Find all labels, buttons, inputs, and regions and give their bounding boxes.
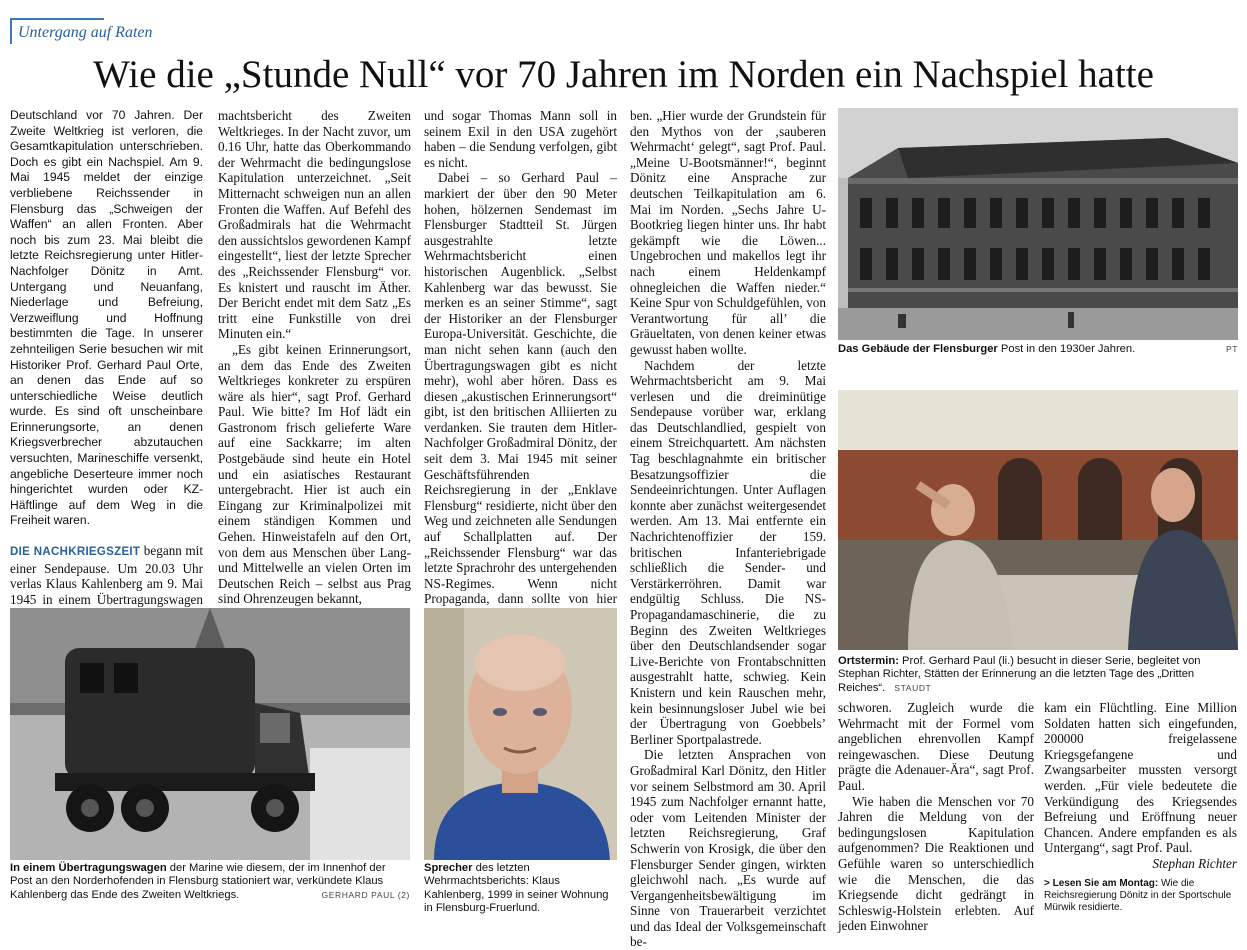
interview-caption: [838, 655, 1238, 695]
caption-text: Post in den 1930er Jahren.: [1000, 343, 1136, 355]
body-paragraph: Die letzten Ansprachen von Großadmiral Karl Dönitz, den Hitler vor seinem Selbstmord am 30. April 1945 zum Nachfolger ernannt hatte, oder vom Leitenden Minister der letzten Reichsregierung, Graf Schwerin von Krosigk, die über den Flensburger Sender gingen, wirkten gleichwohl nach. „Es wurde auf Vergangenheitsbewältigung im Sinne von Trauerarbeit verzichtet und das Ideal der Volksgemeinschaft be-: [630, 747, 826, 950]
body-paragraph: machtsbericht des Zweiten Weltkrieges. In der Nacht zuvor, um 0.16 Uhr, hatte das Oberkommando der Wehrmacht die bedingungslose Kapitulation unterzeichnet. „Seit Mitternacht schweigen nun an allen Fronten die Waffen. Auf Befehl des Großadmirals hat die Wehrmacht den aussichtslos gewordenen Kampf eingestellt“, liest der letzte Sprecher des „Reichssender Flensburg“ vor. Es knistert und rauscht im Äther. Der Bericht endet mit dem Satz „Es tritt eine Funkstille von drei Minuten ein.“: [218, 108, 412, 342]
subheading: DIE NACHKRIEGSZEIT: [10, 546, 141, 559]
body-paragraph: Dabei – so Gerhard Paul – markiert der über den 90 Meter hohen, hölzernen Sendemast im Flensburger Stadtteil St. Jürgen ausgestrahlte letzte Wehrmachtsbericht einen historischen Augenblick. „Selbst Kahlenberg war das bewusst. Sie merken es an seiner Stimme“, sagt der Historiker an der Flensburger Europa-Universität. Geschichte, die man nicht sehen kann (auch den Übertragungswagen gibt es nicht mehr), wohl aber hören. Dass es diesen „akustischen Erinnerungsort“ gibt, ist den britischen Alliierten zu verdanken. Sie trauten dem Hitler-Nachfolger Großadmiral Dönitz, der seit dem 3. Mai 1945 mit seiner Geschäftsführenden Reichsregierung in der „Enklave Flensburg“ residierte, nicht über den Weg und zeichneten alle Sendungen auf Schallplatten auf. Der „Reichssender Flensburg“ war das letzte Sprachrohr des untergehenden NS-Regimes. Wenn nicht Propaganda, dann sollte von hier: [424, 170, 617, 607]
truck-photo: [10, 608, 410, 860]
body-paragraph: Nachdem der letzte Wehrmachtsbericht am 9. Mai verlesen und die dreiminütige Sendepause vorüber war, erklang das Deutschlandlied, gespielt von einem Streichquartett. Am nächsten Tag beschlagnahmte ein britischer Besatzungsoffizier die Sendeeinrichtungen. Unter Auflagen konnte aber zunächst weitergesendet werden. Am 13. Mai entfernte ein Nachrichtenoffizier der 159. britischen Infanteriebrigade schließlich die Sender- und Verstärkerröhren. Damit war endgültig Schluss. Die NS-Propagandamaschinerie, die zu Beginn des Zweiten Weltkrieges über den Deutschlandsender sogar Live-Berichte von Frontabschnitten ausgestrahlt hatte, schwieg. Kein Knistern und kein Rauschen mehr, kein besinnungsloser Jubel wie bei der Übertragung von Goebbels’ Berliner Sportpalastrede.: [630, 357, 826, 747]
body-paragraph: Wie haben die Menschen vor 70 Jahren die Meldung von der bedingungslosen Kapitulation aufgenommen? Die Reaktionen und Gefühle waren so unterschiedlich wie die Menschen, die das Kriegsende dicht gedrängt in Schleswig-Holstein erlebten. Auf jeden Einwohner: [838, 793, 1034, 934]
article-column-4: [630, 108, 826, 950]
building-caption: [838, 343, 1238, 356]
note-marker: >: [1044, 877, 1050, 889]
author-signature: Stephan Richter: [1152, 855, 1237, 871]
caption-lead: Sprecher: [424, 862, 473, 874]
note-label: Lesen Sie am Montag:: [1052, 877, 1159, 889]
lead-paragraph: Deutschland vor 70 Jahren. Der Zweite Weltkrieg ist verloren, die Gesamtkapitulation unterschrieben. Doch es gibt ein Nachspiel. Am 9. Mai 1945 meldet der einzige verbliebene Reichssender in Flensburg das „Schweigen der Waffen“ an allen Fronten. Aber noch bis zum 23. Mai bleibt die letzte Reichsregierung unter Hitler-Nachfolger Dönitz in Amt. Untergang und Neuanfang, Niederlage und Befreiung, Verzweiflung und Hoffnung bestimmten die Tage. In unserer zehnteiligen Serie besuchen wir mit Historiker Prof. Gerhard Paul Orte, an denen das Ende auf so unterschiedliche Weise deutlich wurde. Es sind oft unscheinbare Erinnerungsorte, an denen Kriegsverbrecher abzutauchen versuchten, Marineschiffe versenkt, angebliche Deserteure immer noch hingerichtet wurden oder KZ-Häftlinge auf dem Weg in die Freiheit waren.: [10, 108, 203, 528]
speaker-photo: [424, 608, 617, 860]
caption-lead: Das Gebäude der Flensburger: [838, 343, 998, 355]
article-column-6: [1044, 700, 1237, 913]
headline: Wie die „Stunde Null“ vor 70 Jahren im Norden ein Nachspiel hatte: [93, 53, 1154, 96]
portrait-illustration: [424, 608, 617, 860]
article-column-5: [838, 700, 1034, 934]
interview-illustration: [838, 390, 1238, 650]
photo-credit: STAUDT: [894, 682, 932, 693]
body-text: begann mit einer Sendepause. Um 20.03 Uhr verlas Klaus Kahlenberg am 9. Mai 1945 in einem Übertragungswagen: [10, 543, 204, 607]
truck-caption: [10, 862, 410, 902]
body-paragraph: und sogar Thomas Mann soll in seinem Exil in den USA zugehört haben – die Sendung verfolgen, gibt es nicht.: [424, 108, 617, 170]
caption-lead: Ortstermin:: [838, 655, 899, 667]
body-paragraph: ben. „Hier wurde der Grundstein für den Mythos von der ‚sauberen Wehrmacht‘ gelegt“, sagt Prof. Paul. „Meine U-Bootsmänner!“, beginnt Dönitz eine Ansprache zur deutschen Teilkapitulation am 6. Mai im Norden. „Sechs Jahre U-Bootkrieg liegen hinter uns. Ihr habt gekämpft wie die Löwen... Ungebrochen und makellos legt ihr nach einem Heldenkampf ohnegleichen die Waffen nieder.“ Keine Spur von Schuldgefühlen, von Verantwortung für all’ die Gräueltaten, von denen keiner etwas gewusst haben wollte.: [630, 108, 826, 357]
caption-text: der Marine wie diesem, der im Innenhof der Post an den Norderhofenden in Flensburg stationiert war, verkündete Klaus Kahlenberg das Ende des Zweiten Weltkriegs.: [10, 862, 386, 901]
caption-text: des letzten Wehrmachtsberichts: Klaus Kahlenberg, 1999 in seiner Wohnung in Flensburg-Fruerlund.: [424, 862, 609, 915]
body-paragraph: kam ein Flüchtling. Eine Million Soldaten hatten sich eingefunden, 200000 freigelassene Kriegsgefangene und Zwangsarbeiter mussten versorgt werden. „Für viele bedeutete die Verkündigung des Kriegsendes Befreiung und Eröffnung neuer Chancen. Andere empfanden es als Untergang“, sagt Prof. Paul.: [1044, 700, 1237, 856]
article-column-3: [424, 108, 617, 607]
article-column-2: [218, 108, 412, 607]
building-photo: [838, 108, 1238, 340]
caption-lead: In einem Übertragungswagen: [10, 862, 167, 874]
article-column-1: [10, 108, 204, 607]
note-text: Wie die Reichsregierung Dönitz in der Sportschule Mürwik residierte.: [1044, 877, 1232, 913]
body-paragraph: schworen. Zugleich wurde die Wehrmacht mit der Formel vom angeblichen ehrenvollen Kampf reingewaschen. Diese Deutung prägte die Adenauer-Ära“, sagt Prof. Paul.: [838, 700, 1034, 793]
interview-photo: [838, 390, 1238, 650]
photo-credit: PT: [1225, 344, 1238, 354]
body-paragraph: „Es gibt keinen Erinnerungsort, an dem das Ende des Zweiten Weltkrieges konkreter zu erspüren wäre als hier“, sagt Prof. Gerhard Paul. Wie bitte? Im Hof lädt ein Gastronom frisch gelieferte Ware auf eine Sackkarre; im alten Postgebäude sind heute ein Hotel und ein asiatisches Restaurant untergebracht. Hier ist auch ein Eingang zur Kriminalpolizei mit einem ständigen Kommen und Gehen. Hinweistafeln auf den Ort, von dem aus Menschen über Lang- und Mittelwelle an vielen Orten im Deutschen Reich – selbst aus Prag sind Ohrenzeugen bekannt,: [218, 341, 411, 607]
preview-note: [1044, 878, 1237, 914]
building-illustration: [838, 108, 1238, 340]
speaker-caption: [424, 862, 617, 916]
truck-illustration: [10, 608, 410, 860]
photo-credit: GERHARD PAUL (2): [321, 889, 410, 900]
caption-text: Prof. Gerhard Paul (li.) besucht in dieser Serie, begleitet von Stephan Richter, Stätten der Erinnerung an die letzten Tage des „Dritten Reiches“.: [838, 655, 1201, 694]
kicker: Untergang auf Raten: [18, 24, 153, 41]
